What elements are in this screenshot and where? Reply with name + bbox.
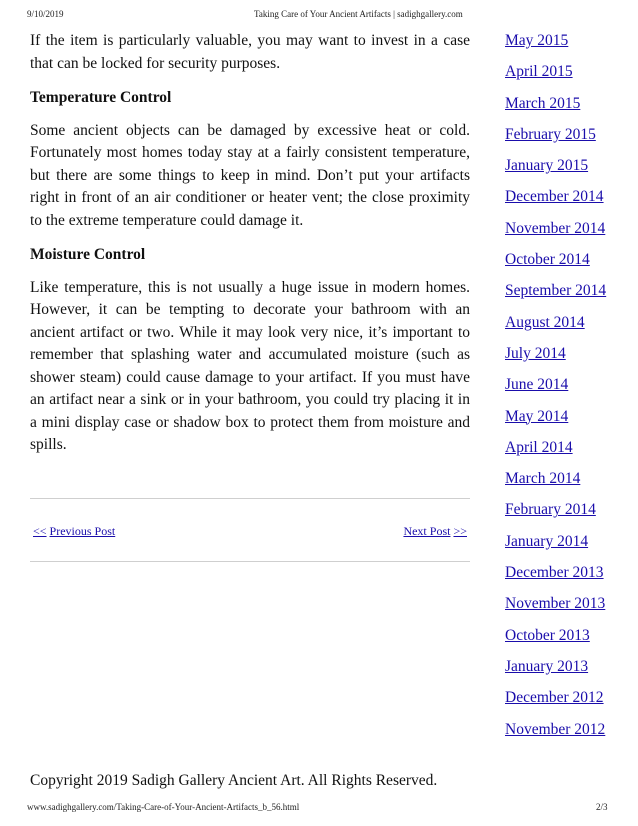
- archive-item: [505, 62, 606, 93]
- archive-item: [505, 500, 606, 531]
- archive-list: [505, 31, 606, 751]
- archive-item: [505, 720, 606, 751]
- post-nav-top-divider: [30, 498, 470, 499]
- archive-link[interactable]: May 2014: [505, 407, 569, 425]
- archive-link[interactable]: October 2013: [505, 626, 590, 644]
- archive-item: [505, 313, 606, 344]
- archive-link[interactable]: September 2014: [505, 282, 607, 300]
- print-page-title: Taking Care of Your Ancient Artifacts | sadighgallery.com: [254, 9, 463, 19]
- archive-item: [505, 156, 606, 187]
- archive-link[interactable]: March 2014: [505, 470, 581, 488]
- archive-item: [505, 250, 606, 281]
- archive-item: [505, 125, 606, 156]
- archive-item: [505, 594, 606, 625]
- article-body: [30, 30, 470, 457]
- archive-item: [505, 187, 606, 218]
- archive-link[interactable]: July 2014: [505, 344, 566, 362]
- archive-item: [505, 657, 606, 688]
- archive-link[interactable]: February 2015: [505, 125, 596, 143]
- temperature-heading: Temperature Control: [30, 89, 172, 106]
- archive-item: [505, 626, 606, 657]
- archive-link[interactable]: October 2014: [505, 251, 590, 269]
- archive-link[interactable]: May 2015: [505, 32, 569, 49]
- print-url: www.sadighgallery.com/Taking-Care-of-Your-Ancient-Artifacts_b_56.html: [27, 802, 300, 812]
- copyright-notice: Copyright 2019 Sadigh Gallery Ancient Art. All Rights Reserved.: [30, 772, 438, 789]
- print-page-number: 2/3: [596, 802, 608, 812]
- archive-link[interactable]: January 2014: [505, 532, 589, 550]
- previous-post-link[interactable]: Previous Post: [49, 524, 116, 538]
- archive-item: [505, 219, 606, 250]
- archive-item: [505, 469, 606, 500]
- archive-link[interactable]: November 2013: [505, 595, 606, 613]
- next-post: [403, 523, 467, 539]
- archive-link[interactable]: April 2014: [505, 438, 573, 456]
- archive-link[interactable]: January 2013: [505, 657, 589, 675]
- print-date: 9/10/2019: [27, 9, 64, 19]
- archive-link[interactable]: November 2012: [505, 720, 606, 738]
- temperature-paragraph: Some ancient objects can be damaged by excessive heat or cold. Fortunately most homes today stay at a fairly consistent temperature, but there are some things to keep in mind. Don’t put your artifacts right in front of an air conditioner or heater vent; the close proximity to the extreme temperature could damage it.: [30, 121, 470, 229]
- next-post-link[interactable]: Next Post: [403, 524, 451, 538]
- archive-link[interactable]: November 2014: [505, 219, 606, 237]
- archive-link[interactable]: April 2015: [505, 63, 573, 81]
- archive-item: [505, 407, 606, 438]
- post-nav-bottom-divider: [30, 561, 470, 562]
- archive-link[interactable]: August 2014: [505, 313, 585, 331]
- archive-link[interactable]: March 2015: [505, 94, 581, 112]
- archive-link[interactable]: February 2014: [505, 501, 596, 519]
- previous-post: [33, 523, 115, 539]
- archive-link[interactable]: December 2013: [505, 564, 604, 582]
- next-arrows-link[interactable]: >>: [453, 524, 467, 538]
- moisture-heading: Moisture Control: [30, 246, 146, 263]
- archive-item: [505, 94, 606, 125]
- archive-link[interactable]: December 2014: [505, 188, 604, 206]
- security-paragraph: If the item is particularly valuable, you may want to invest in a case that can be locked for security purposes.: [30, 32, 470, 72]
- archive-item: [505, 31, 606, 62]
- archive-item: [505, 688, 606, 719]
- archive-item: [505, 532, 606, 563]
- archive-item: [505, 375, 606, 406]
- archive-item: [505, 438, 606, 469]
- archive-link[interactable]: June 2014: [505, 376, 569, 394]
- moisture-paragraph: Like temperature, this is not usually a huge issue in modern homes. However, it can be tempting to decorate your bathroom with an ancient artifact or two. While it may look very nice, it’s important to remember that splashing water and accumulated moisture (such as shower steam) could cause damage to your artifact. If you must have an artifact near a sink or in your bathroom, you could try placing it in a mini display case or shadow box to protect them from moisture and spills.: [30, 278, 470, 453]
- archive-link[interactable]: December 2012: [505, 689, 604, 707]
- archive-link[interactable]: January 2015: [505, 157, 589, 175]
- previous-arrows-link[interactable]: <<: [33, 524, 47, 538]
- archive-item: [505, 563, 606, 594]
- archive-item: [505, 281, 606, 312]
- archive-item: [505, 344, 606, 375]
